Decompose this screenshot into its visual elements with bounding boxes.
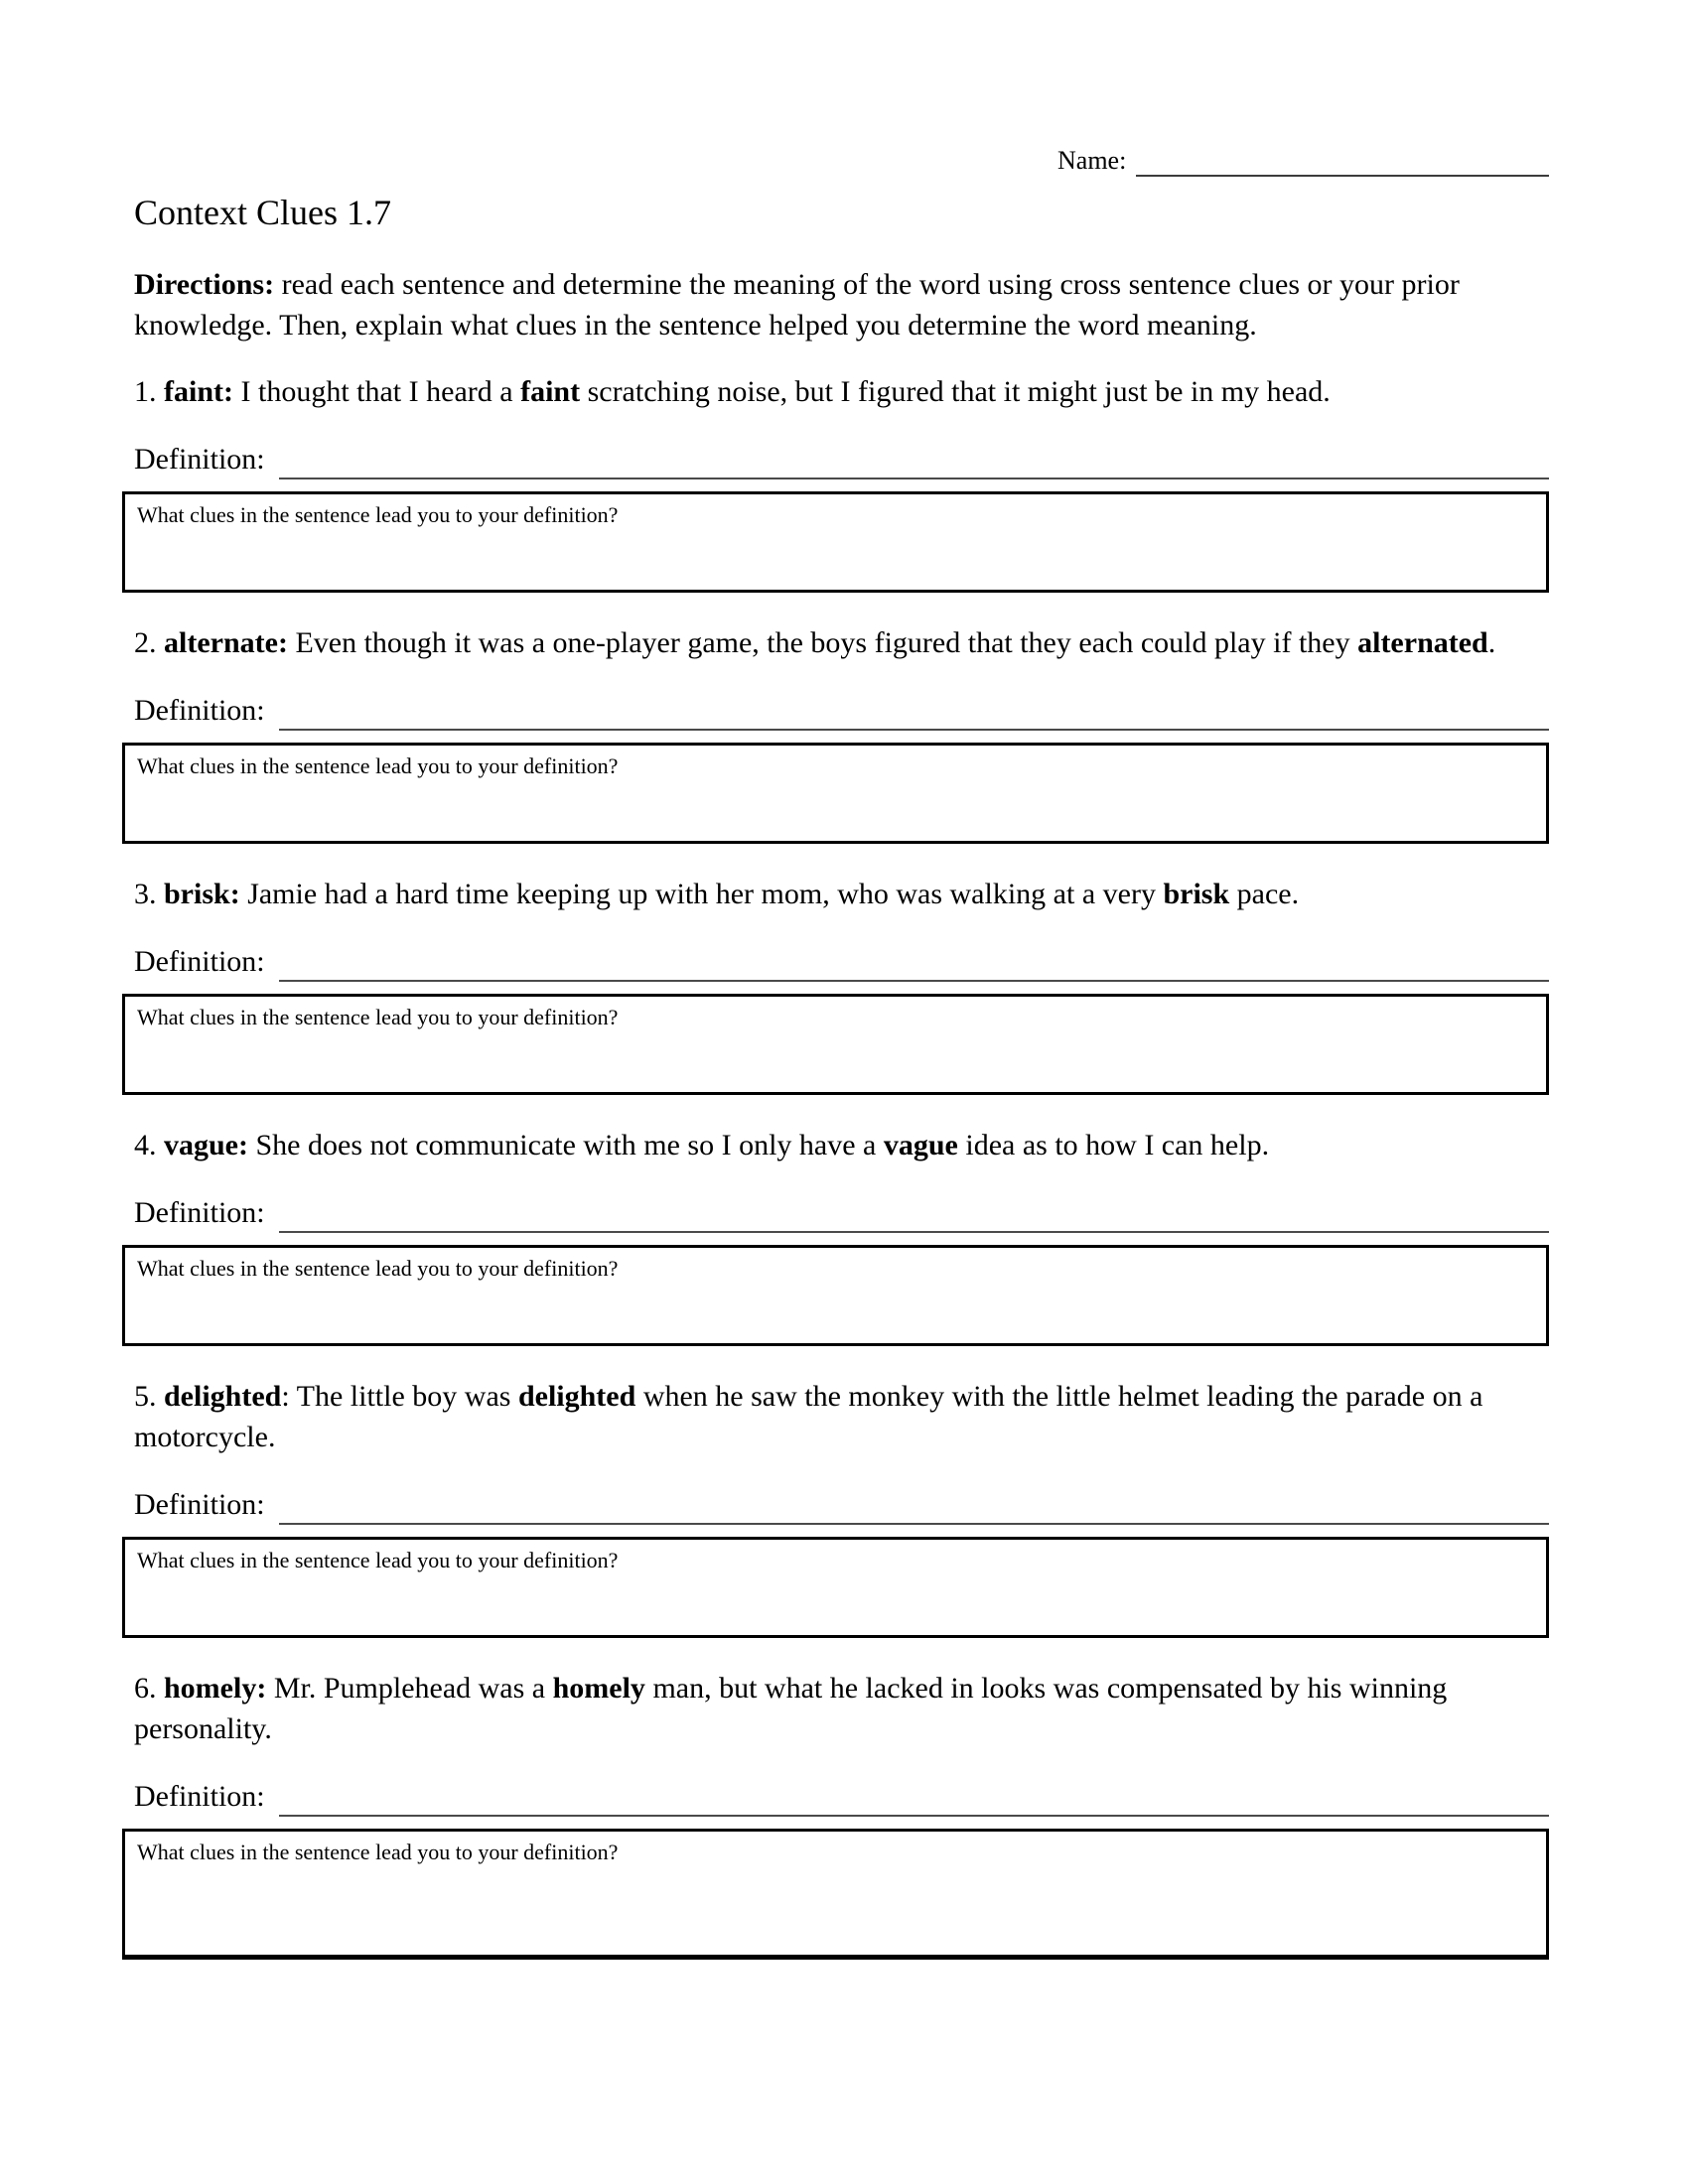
definition-row <box>134 1485 1549 1525</box>
question-block <box>134 371 1549 593</box>
sentence-pre-text: She does not communicate with me so I only have a <box>248 1129 884 1161</box>
clue-answer-box[interactable] <box>122 1829 1549 1960</box>
questions-list <box>134 371 1549 1960</box>
question-term: vague: <box>164 1129 248 1161</box>
sentence-bold-word: alternated <box>1357 626 1488 659</box>
question-block <box>134 1376 1549 1638</box>
question-term: faint: <box>164 375 233 408</box>
sentence-pre-text: Even though it was a one-player game, the boys figured that they each could play if they <box>287 626 1358 659</box>
sentence-post-text: . <box>1487 626 1496 659</box>
sentence-bold-word: faint <box>520 375 581 408</box>
question-number: 1. <box>134 375 157 408</box>
sentence-pre-text: Mr. Pumplehead was a <box>266 1672 553 1705</box>
question-number: 5. <box>134 1380 157 1413</box>
definition-blank-line[interactable] <box>279 946 1549 982</box>
question-number: 2. <box>134 626 157 659</box>
question-sentence <box>134 371 1549 412</box>
question-term: alternate: <box>164 626 288 659</box>
definition-row <box>134 942 1549 982</box>
definition-label: Definition: <box>134 945 265 978</box>
sentence-pre-text: I thought that I heard a <box>233 375 521 408</box>
sentence-post-text: idea as to how I can help. <box>957 1129 1270 1161</box>
question-number: 4. <box>134 1129 157 1161</box>
definition-label: Definition: <box>134 1196 265 1229</box>
definition-blank-line[interactable] <box>279 1781 1549 1817</box>
clue-prompt: What clues in the sentence lead you to your definition? <box>137 502 619 527</box>
question-sentence <box>134 1376 1549 1457</box>
question-block <box>134 1668 1549 1960</box>
directions-label: Directions: <box>134 268 275 301</box>
definition-blank-line[interactable] <box>279 444 1549 479</box>
name-row <box>1057 145 1549 177</box>
sentence-bold-word: vague <box>883 1129 958 1161</box>
sentence-post-text: when he saw the monkey with the little helmet leading the parade on a motorcycle. <box>134 1380 1483 1453</box>
clue-prompt: What clues in the sentence lead you to your definition? <box>137 753 619 778</box>
definition-blank-line[interactable] <box>279 695 1549 731</box>
definition-row <box>134 440 1549 479</box>
question-sentence <box>134 622 1549 663</box>
question-sentence <box>134 1125 1549 1165</box>
clue-answer-box[interactable] <box>122 994 1549 1095</box>
definition-row <box>134 691 1549 731</box>
sentence-bold-word: homely <box>552 1672 645 1705</box>
sentence-post-text: scratching noise, but I figured that it might just be in my head. <box>580 375 1331 408</box>
sentence-pre-text: The little boy was <box>289 1380 518 1413</box>
question-block <box>134 622 1549 844</box>
page-title: Context Clues 1.7 <box>134 193 391 232</box>
name-blank-line[interactable] <box>1136 147 1549 177</box>
clue-prompt: What clues in the sentence lead you to your definition? <box>137 1005 619 1029</box>
question-block <box>134 874 1549 1095</box>
question-term: brisk: <box>164 878 240 910</box>
definition-label: Definition: <box>134 443 265 476</box>
definition-label: Definition: <box>134 1780 265 1813</box>
question-term: homely: <box>164 1672 267 1705</box>
clue-answer-box[interactable] <box>122 1537 1549 1638</box>
term-separator: : <box>281 1380 290 1413</box>
question-number: 3. <box>134 878 157 910</box>
definition-blank-line[interactable] <box>279 1197 1549 1233</box>
clue-prompt: What clues in the sentence lead you to your definition? <box>137 1548 619 1572</box>
question-term: delighted <box>164 1380 282 1413</box>
definition-label: Definition: <box>134 1488 265 1521</box>
question-block <box>134 1125 1549 1346</box>
directions-text: read each sentence and determine the meaning of the word using cross sentence clues or your prior knowledge. Then, explain what clues in the sentence helped you determine the word meaning. <box>134 268 1460 341</box>
clue-answer-box[interactable] <box>122 491 1549 593</box>
clue-prompt: What clues in the sentence lead you to your definition? <box>137 1256 619 1281</box>
question-number: 6. <box>134 1672 157 1705</box>
question-sentence <box>134 1668 1549 1749</box>
definition-label: Definition: <box>134 694 265 727</box>
directions <box>134 264 1549 345</box>
definition-row <box>134 1193 1549 1233</box>
clue-answer-box[interactable] <box>122 743 1549 844</box>
question-sentence <box>134 874 1549 914</box>
definition-blank-line[interactable] <box>279 1489 1549 1525</box>
sentence-post-text: man, but what he lacked in looks was compensated by his winning personality. <box>134 1672 1448 1745</box>
clue-prompt: What clues in the sentence lead you to your definition? <box>137 1840 619 1864</box>
definition-row <box>134 1777 1549 1817</box>
sentence-bold-word: brisk <box>1163 878 1230 910</box>
sentence-bold-word: delighted <box>517 1380 636 1413</box>
name-label: Name: <box>1057 146 1127 175</box>
clue-answer-box[interactable] <box>122 1245 1549 1346</box>
sentence-post-text: pace. <box>1229 878 1300 910</box>
sentence-pre-text: Jamie had a hard time keeping up with her mom, who was walking at a very <box>239 878 1164 910</box>
